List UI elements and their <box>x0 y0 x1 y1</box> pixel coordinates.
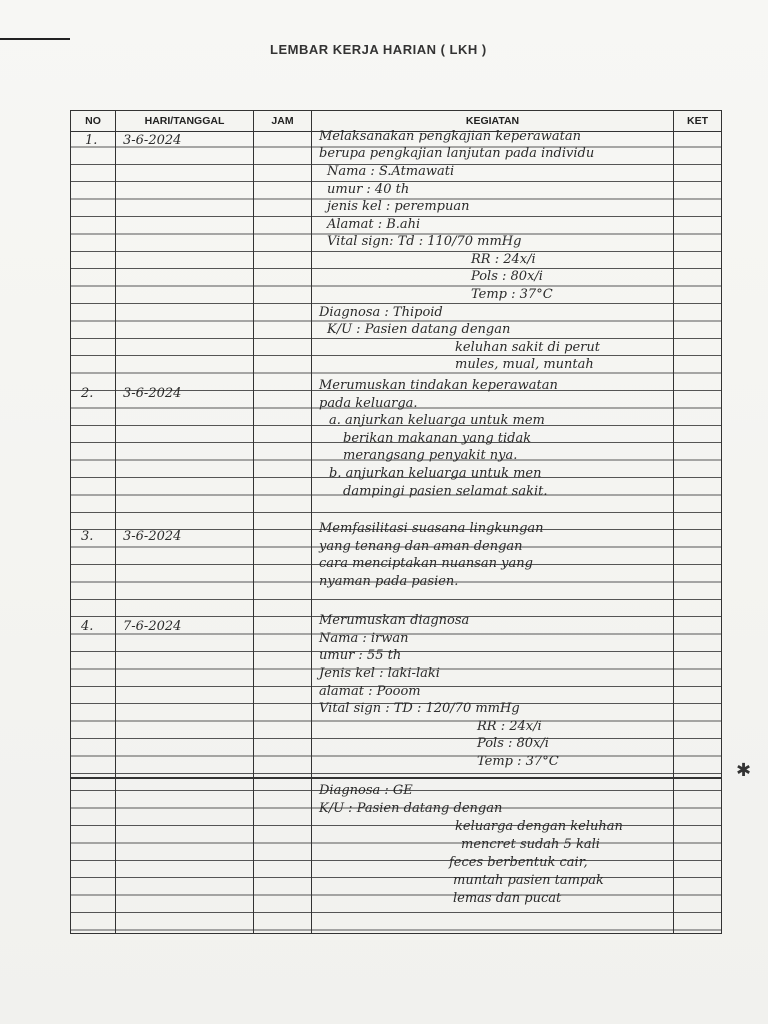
entry-line: Pols : 80x/i <box>477 736 549 751</box>
scan-edge-line <box>0 38 70 40</box>
entry-line: feces berbentuk cair, <box>449 855 588 870</box>
entry-line: dampingi pasien selamat sakit. <box>343 484 548 499</box>
entry-line: RR : 24x/i <box>477 719 542 734</box>
column-divider <box>115 111 116 933</box>
page-title: LEMBAR KERJA HARIAN ( LKH ) <box>270 42 487 57</box>
entry-line: Diagnosa : Thipoid <box>319 305 443 320</box>
entry-line: Jenis kel : laki-laki <box>319 666 440 681</box>
entry-number: 4. <box>81 619 94 634</box>
entry-line: mencret sudah 5 kali <box>461 837 600 852</box>
header-activity: KEGIATAN <box>312 111 673 132</box>
entry-line: K/U : Pasien datang dengan <box>319 801 503 816</box>
entry-line: pada keluarga. <box>319 396 418 411</box>
entry-line: Nama : irwan <box>319 631 409 646</box>
header-no: NO <box>71 111 115 132</box>
section-divider <box>71 777 721 779</box>
header-date: HARI/TANGGAL <box>116 111 253 132</box>
entry-line: merangsang penyakit nya. <box>343 448 518 463</box>
column-divider <box>673 111 674 933</box>
entry-line: Vital sign : TD : 120/70 mmHg <box>319 701 520 716</box>
entry-date: 3-6-2024 <box>123 529 182 544</box>
entry-line: mules, mual, muntah <box>455 357 594 372</box>
header-notes: KET <box>674 111 721 132</box>
entry-line: keluarga dengan keluhan <box>455 819 623 834</box>
entry-line: alamat : Pooom <box>319 684 421 699</box>
entry-line: RR : 24x/i <box>471 252 536 267</box>
column-divider <box>253 111 254 933</box>
entry-line: umur : 55 th <box>319 648 402 663</box>
entry-line: lemas dan pucat <box>453 891 562 906</box>
entry-line: umur : 40 th <box>327 182 410 197</box>
entry-line: Nama : S.Atmawati <box>327 164 455 179</box>
entry-line: jenis kel : perempuan <box>327 199 470 214</box>
entry-line: muntah pasien tampak <box>453 873 604 888</box>
entry-line: nyaman pada pasien. <box>319 574 459 589</box>
column-divider <box>311 111 312 933</box>
entry-number: 3. <box>81 529 94 544</box>
entry-line: Memfasilitasi suasana lingkungan <box>319 521 544 536</box>
entry-line: Temp : 37°C <box>471 287 553 302</box>
entry-line: Merumuskan diagnosa <box>319 613 470 628</box>
entry-line: K/U : Pasien datang dengan <box>327 322 511 337</box>
ink-smudge: ✱ <box>736 760 752 781</box>
entry-line: Merumuskan tindakan keperawatan <box>319 378 558 393</box>
entry-line: cara menciptakan nuansan yang <box>319 556 533 571</box>
entry-line: keluhan sakit di perut <box>455 340 600 355</box>
entry-line: Diagnosa : GE <box>319 783 413 798</box>
entry-line: Vital sign: Td : 110/70 mmHg <box>327 234 522 249</box>
entry-line: berikan makanan yang tidak <box>343 431 532 446</box>
header-time: JAM <box>254 111 311 132</box>
entry-line: berupa pengkajian lanjutan pada individu <box>319 146 595 161</box>
entry-date: 3-6-2024 <box>123 133 182 148</box>
entry-date: 3-6-2024 <box>123 386 182 401</box>
entry-line: Pols : 80x/i <box>471 269 543 284</box>
entry-number: 1. <box>85 133 98 148</box>
activity-table <box>70 110 722 934</box>
entry-line: Temp : 37°C <box>477 754 559 769</box>
entry-line: a. anjurkan keluarga untuk mem <box>329 413 545 428</box>
entry-line: Alamat : B.ahi <box>327 217 421 232</box>
entry-date: 7-6-2024 <box>123 619 182 634</box>
entry-line: Melaksanakan pengkajian keperawatan <box>319 129 582 144</box>
entry-number: 2. <box>81 386 94 401</box>
entry-line: yang tenang dan aman dengan <box>319 539 523 554</box>
entry-line: b. anjurkan keluarga untuk men <box>329 466 542 481</box>
